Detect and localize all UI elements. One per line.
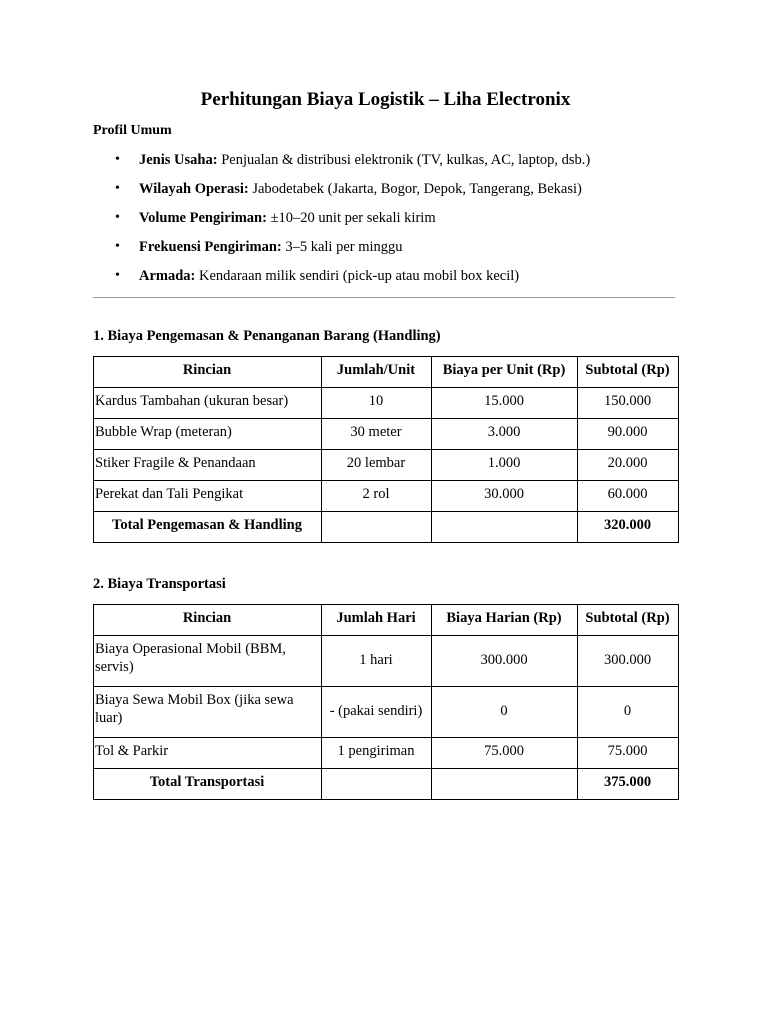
profile-item <box>93 266 678 295</box>
cell-daily-cost: 75.000 <box>432 738 578 769</box>
bullet-icon: • <box>115 239 120 254</box>
column-header: Jumlah Hari <box>322 605 432 636</box>
profile-item <box>93 208 678 237</box>
profile-item-label: Frekuensi Pengiriman: <box>139 239 282 255</box>
cell-unit-cost: 1.000 <box>432 450 578 481</box>
profile-list <box>93 150 678 295</box>
cell-daily-cost: 0 <box>432 687 578 738</box>
cell-rincian: Stiker Fragile & Penandaan <box>94 450 322 481</box>
table-row <box>94 419 679 450</box>
cell-rincian: Biaya Operasional Mobil (BBM, servis) <box>94 636 322 687</box>
profile-item-label: Volume Pengiriman: <box>139 210 267 226</box>
column-header: Biaya per Unit (Rp) <box>432 357 578 388</box>
table-row <box>94 388 679 419</box>
cell-subtotal: 0 <box>578 687 679 738</box>
cell-quantity: 20 lembar <box>322 450 432 481</box>
cell-quantity: 30 meter <box>322 419 432 450</box>
cell-rincian: Tol & Parkir <box>94 738 322 769</box>
cell-unit-cost: 3.000 <box>432 419 578 450</box>
profile-item-text: 3–5 kali per minggu <box>281 239 403 255</box>
empty-cell <box>322 769 432 800</box>
total-label: Total Transportasi <box>94 769 322 800</box>
profile-item <box>93 237 678 266</box>
cell-rincian: Bubble Wrap (meteran) <box>94 419 322 450</box>
table-row <box>94 450 679 481</box>
cell-daily-cost: 300.000 <box>432 636 578 687</box>
column-header: Rincian <box>94 357 322 388</box>
bullet-icon: • <box>115 181 120 196</box>
profile-item-text: Kendaraan milik sendiri (pick-up atau mobil box kecil) <box>195 268 520 284</box>
table-header-row <box>94 357 679 388</box>
cell-subtotal: 300.000 <box>578 636 679 687</box>
cell-days: 1 pengiriman <box>322 738 432 769</box>
handling-cost-table <box>93 356 679 543</box>
cell-unit-cost: 15.000 <box>432 388 578 419</box>
column-header: Subtotal (Rp) <box>578 605 679 636</box>
profile-item <box>93 179 678 208</box>
column-header: Jumlah/Unit <box>322 357 432 388</box>
profile-item-text: ±10–20 unit per sekali kirim <box>266 210 436 226</box>
column-header: Subtotal (Rp) <box>578 357 679 388</box>
cell-quantity: 10 <box>322 388 432 419</box>
profile-item-label: Jenis Usaha: <box>139 152 218 168</box>
cell-unit-cost: 30.000 <box>432 481 578 512</box>
empty-cell <box>432 512 578 543</box>
cell-rincian: Biaya Sewa Mobil Box (jika sewa luar) <box>94 687 322 738</box>
empty-cell <box>322 512 432 543</box>
total-label: Total Pengemasan & Handling <box>94 512 322 543</box>
cell-subtotal: 90.000 <box>578 419 679 450</box>
profile-item-label: Armada: <box>139 268 196 284</box>
cell-subtotal: 150.000 <box>578 388 679 419</box>
cell-subtotal: 60.000 <box>578 481 679 512</box>
section-title-transport: 2. Biaya Transportasi <box>93 576 226 592</box>
table-header-row <box>94 605 679 636</box>
table-total-row <box>94 512 679 543</box>
profile-item-text: Jabodetabek (Jakarta, Bogor, Depok, Tangerang, Bekasi) <box>248 181 582 197</box>
column-header: Biaya Harian (Rp) <box>432 605 578 636</box>
profile-item-label: Wilayah Operasi: <box>139 181 249 197</box>
bullet-icon: • <box>115 210 120 225</box>
transport-cost-table <box>93 604 679 800</box>
profile-item-text: Penjualan & distribusi elektronik (TV, kulkas, AC, laptop, dsb.) <box>217 152 591 168</box>
table-row <box>94 687 679 738</box>
total-value: 375.000 <box>578 769 679 800</box>
cell-days: 1 hari <box>322 636 432 687</box>
table-row <box>94 481 679 512</box>
column-header: Rincian <box>94 605 322 636</box>
section-title-handling: 1. Biaya Pengemasan & Penanganan Barang (Handling) <box>93 328 441 344</box>
bullet-icon: • <box>115 268 120 283</box>
table-row <box>94 738 679 769</box>
table-row <box>94 636 679 687</box>
cell-days: - (pakai sendiri) <box>322 687 432 738</box>
empty-cell <box>432 769 578 800</box>
total-value: 320.000 <box>578 512 679 543</box>
cell-rincian: Kardus Tambahan (ukuran besar) <box>94 388 322 419</box>
cell-rincian: Perekat dan Tali Pengikat <box>94 481 322 512</box>
profile-item <box>93 150 678 179</box>
cell-subtotal: 75.000 <box>578 738 679 769</box>
cell-quantity: 2 rol <box>322 481 432 512</box>
profile-heading: Profil Umum <box>93 123 172 138</box>
document-title: Perhitungan Biaya Logistik – Liha Electronix <box>200 89 571 110</box>
table-total-row <box>94 769 679 800</box>
cell-subtotal: 20.000 <box>578 450 679 481</box>
bullet-icon: • <box>115 152 120 167</box>
horizontal-divider <box>93 297 675 298</box>
